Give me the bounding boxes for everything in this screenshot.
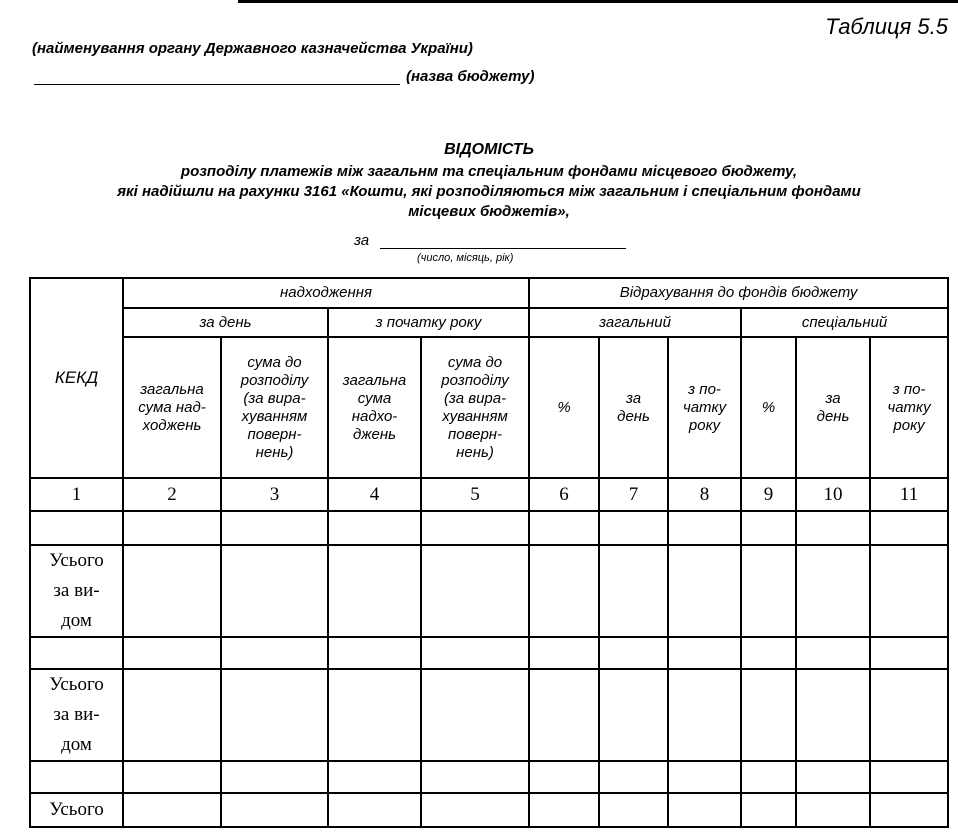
table-cell[interactable] [421,793,529,827]
table-cell[interactable] [529,761,599,793]
subtitle-line-2: які надійшли на рахунки 3161 «Кошти, які розподіляються між загальним і спеціальним фондами [117,183,861,200]
header-col-3: сума до розподілу (за вира- хуванням поверн- нень) [221,337,328,478]
table-cell[interactable] [599,669,668,761]
table-cell[interactable] [796,637,870,669]
table-cell[interactable] [421,669,529,761]
header-col-7-per-day: за день [599,337,668,478]
header-general-fund: загальний [529,308,741,337]
header-col-4: загальна сума надхо- джень [328,337,421,478]
table-cell[interactable] [30,761,123,793]
table-cell[interactable] [221,637,328,669]
table-cell[interactable] [668,793,741,827]
table-cell[interactable] [870,793,948,827]
table-cell[interactable] [870,761,948,793]
empty-row [30,637,948,669]
table-cell[interactable] [221,511,328,545]
table-cell[interactable] [599,545,668,637]
table-cell[interactable] [870,669,948,761]
header-col-11-from-start: з по- чатку року [870,337,948,478]
table-cell[interactable] [870,511,948,545]
table-cell[interactable] [123,637,221,669]
table-cell[interactable] [30,637,123,669]
col-number: 10 [796,478,870,511]
table-cell[interactable] [741,793,796,827]
table-cell[interactable] [668,637,741,669]
grand-total-label: Усього [30,793,123,827]
total-by-type-label: Усього за ви- дом [30,669,123,761]
col-number: 1 [30,478,123,511]
table-cell[interactable] [328,637,421,669]
total-by-type-label: Усього за ви- дом [30,545,123,637]
table-cell[interactable] [421,637,529,669]
period-prefix: за [354,232,370,249]
table-cell[interactable] [328,545,421,637]
table-cell[interactable] [741,637,796,669]
header-special-fund: спеціальний [741,308,948,337]
table-cell[interactable] [599,637,668,669]
table-cell[interactable] [599,511,668,545]
table-cell[interactable] [796,545,870,637]
table-cell[interactable] [30,511,123,545]
budget-name-label: (назва бюджету) [406,68,535,85]
table-cell[interactable] [123,761,221,793]
table-cell[interactable] [668,545,741,637]
document-subtitle [20,162,958,222]
col-number: 6 [529,478,599,511]
table-cell[interactable] [741,511,796,545]
distribution-table [29,277,949,828]
table-cell[interactable] [529,545,599,637]
header-kekd: КЕКД [30,278,123,478]
header-per-day: за день [123,308,328,337]
budget-name-blank[interactable] [34,84,400,85]
table-cell[interactable] [529,793,599,827]
table-cell[interactable] [123,669,221,761]
table-cell[interactable] [221,669,328,761]
col-number: 11 [870,478,948,511]
column-numbers-row [30,478,948,511]
subtitle-line-1: розподілу платежів між загальнм та спеціальним фондами місцевого бюджету, [180,163,798,180]
header-col-10-per-day: за день [796,337,870,478]
table-cell[interactable] [599,761,668,793]
table-cell[interactable] [421,545,529,637]
treasury-org-label: (найменування органу Державного казначейства України) [32,40,473,57]
col-number: 4 [328,478,421,511]
subtitle-line-3: місцевих бюджетів», [408,203,570,220]
table-cell[interactable] [796,793,870,827]
grand-total-row [30,793,948,827]
table-cell[interactable] [668,761,741,793]
table-cell[interactable] [221,793,328,827]
period-hint: (число, місяць, рік) [417,252,514,264]
table-cell[interactable] [221,545,328,637]
table-cell[interactable] [123,793,221,827]
document-title: ВІДОМІСТЬ [444,141,534,158]
header-col-9-percent: % [741,337,796,478]
empty-row [30,761,948,793]
table-cell[interactable] [870,637,948,669]
table-cell[interactable] [741,545,796,637]
col-number: 2 [123,478,221,511]
table-cell[interactable] [123,511,221,545]
table-cell[interactable] [328,511,421,545]
col-number: 5 [421,478,529,511]
table-cell[interactable] [741,761,796,793]
table-cell[interactable] [796,669,870,761]
col-number: 3 [221,478,328,511]
table-cell[interactable] [529,637,599,669]
top-rule [238,0,958,3]
table-cell[interactable] [741,669,796,761]
table-cell[interactable] [328,793,421,827]
period-date-blank[interactable] [380,248,626,249]
table-cell[interactable] [796,511,870,545]
table-cell[interactable] [529,669,599,761]
total-by-type-row [30,669,948,761]
table-cell[interactable] [796,761,870,793]
header-col-5: сума до розподілу (за вира- хуванням поверн- нень) [421,337,529,478]
table-number: Таблиця 5.5 [825,14,948,39]
table-cell[interactable] [221,761,328,793]
table-cell[interactable] [328,761,421,793]
table-cell[interactable] [599,793,668,827]
table-cell[interactable] [529,511,599,545]
total-by-type-row [30,545,948,637]
table-cell[interactable] [421,761,529,793]
table-cell[interactable] [870,545,948,637]
table-cell[interactable] [328,669,421,761]
col-number: 7 [599,478,668,511]
header-from-year-start: з початку року [328,308,529,337]
table-cell[interactable] [668,511,741,545]
table-cell[interactable] [668,669,741,761]
col-number: 8 [668,478,741,511]
table-cell[interactable] [123,545,221,637]
header-receipts: надходження [123,278,529,308]
table-cell[interactable] [421,511,529,545]
header-col-6-percent: % [529,337,599,478]
header-deductions: Відрахування до фондів бюджету [529,278,948,308]
header-col-8-from-start: з по- чатку року [668,337,741,478]
col-number: 9 [741,478,796,511]
header-col-2: загальна сума над- ходжень [123,337,221,478]
empty-row [30,511,948,545]
